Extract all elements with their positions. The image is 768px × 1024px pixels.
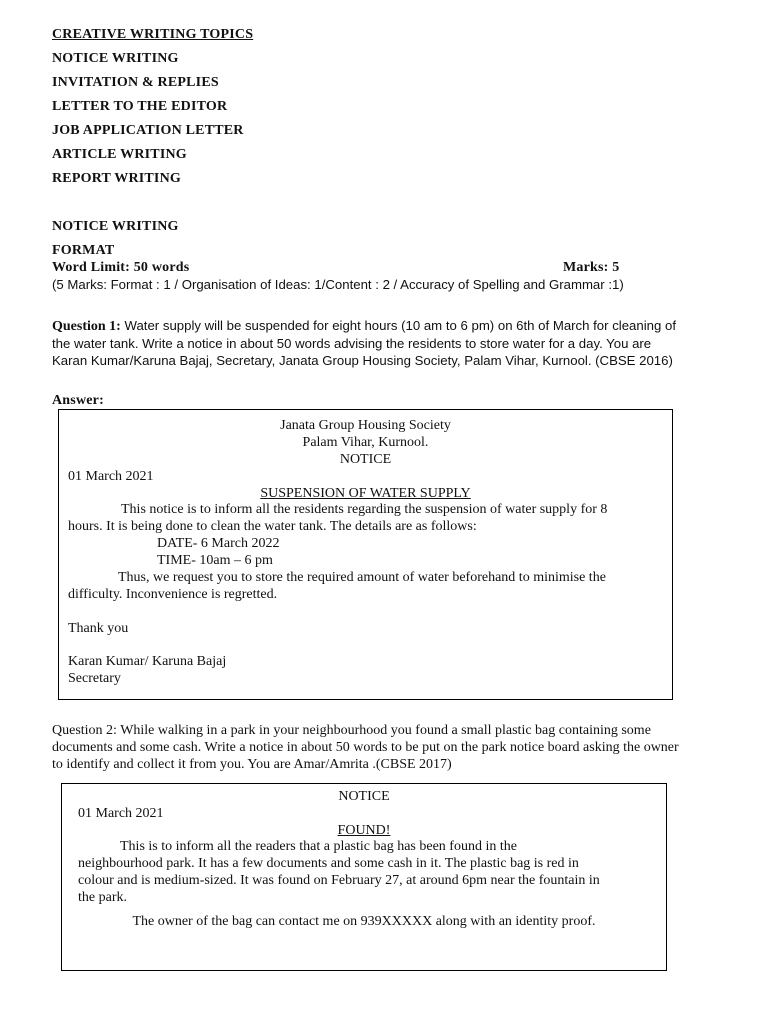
notice-date: 01 March 2021 (78, 806, 164, 821)
answer-label: Answer: (52, 393, 104, 408)
notice-body-line: hours. It is being done to clean the water tank. The details are as follows: (68, 519, 477, 534)
topic-item: REPORT WRITING (52, 171, 181, 186)
detail-date: DATE- 6 March 2022 (157, 536, 280, 551)
document-title: CREATIVE WRITING TOPICS (52, 27, 254, 42)
society-name: Janata Group Housing Society (280, 418, 451, 433)
notice-subject: FOUND! (337, 823, 391, 838)
notice-body-line: This notice is to inform all the residents regarding the suspension of water supply for 8 (121, 502, 608, 517)
topic-item: INVITATION & REPLIES (52, 75, 219, 90)
topic-item: NOTICE WRITING (52, 51, 179, 66)
notice-heading: NOTICE (338, 789, 390, 804)
question-1-text: Water supply will be suspended for eight hours (10 am to 6 pm) on 6th of March for cleaning of the water tank. Write a notice in about 50 words advising the residents to store water for a day. You are Karan Kumar/Karuna Bajaj, Secretary, Janata Group Housing Society, Palam Vihar, Kurnool. (CBSE 2016) (52, 318, 676, 368)
topic-item: ARTICLE WRITING (52, 147, 187, 162)
detail-time: TIME- 10am – 6 pm (157, 553, 273, 568)
marks-label: Marks: 5 (563, 260, 620, 275)
notice-body-line: This is to inform all the readers that a plastic bag has been found in the (120, 839, 517, 854)
topic-item: LETTER TO THE EDITOR (52, 99, 228, 114)
signatory-designation: Secretary (68, 671, 121, 686)
section-heading: NOTICE WRITING (52, 219, 179, 234)
notice-contact: The owner of the bag can contact me on 939XXXXX along with an identity proof. (132, 914, 596, 929)
notice-body-line: the park. (78, 890, 127, 905)
signatory-name: Karan Kumar/ Karuna Bajaj (68, 654, 227, 669)
notice-box-1 (58, 409, 673, 700)
question-1-label: Question 1: (52, 319, 121, 334)
notice-heading: NOTICE (339, 452, 392, 467)
notice-subject: SUSPENSION OF WATER SUPPLY (260, 486, 471, 501)
notice-closing-line: difficulty. Inconvenience is regretted. (68, 587, 278, 602)
society-address: Palam Vihar, Kurnool. (302, 435, 429, 450)
format-heading: FORMAT (52, 243, 115, 258)
topic-item: JOB APPLICATION LETTER (52, 123, 244, 138)
word-limit: Word Limit: 50 words (52, 260, 190, 275)
notice-box-2 (61, 783, 667, 971)
notice-body-line: colour and is medium-sized. It was found on February 27, at around 6pm near the fountain in (78, 873, 600, 888)
notice-closing-line: Thus, we request you to store the required amount of water beforehand to minimise the (118, 570, 606, 585)
thank-you: Thank you (68, 621, 129, 636)
question-2: Question 2: While walking in a park in your neighbourhood you found a small plastic bag containing some documents and some cash. Write a notice in about 50 words to be put on the park notice board asking the owner to identify and collect it from you. You are Amar/Amrita .(CBSE 2017) (52, 723, 679, 772)
marks-breakdown: (5 Marks: Format : 1 / Organisation of Ideas: 1/Content : 2 / Accuracy of Spelling and Grammar :1) (52, 277, 624, 292)
question-1 (52, 318, 688, 369)
notice-date: 01 March 2021 (68, 469, 154, 484)
notice-body-line: neighbourhood park. It has a few documents and some cash in it. The plastic bag is red in (78, 856, 579, 871)
